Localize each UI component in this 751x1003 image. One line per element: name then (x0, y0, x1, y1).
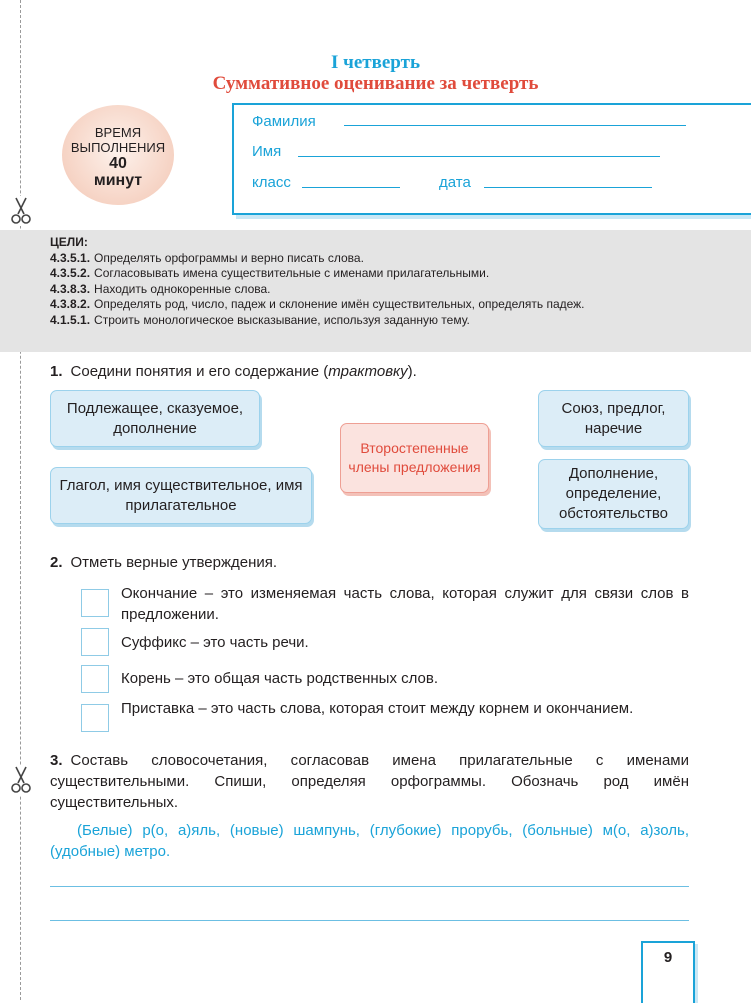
answer-line[interactable] (50, 886, 689, 887)
time-unit: минут (93, 172, 143, 189)
statement-4-checkbox[interactable] (81, 704, 109, 732)
name-field[interactable] (298, 156, 660, 157)
statement-1-checkbox[interactable] (81, 589, 109, 617)
time-label-line1: ВРЕМЯ (94, 125, 142, 140)
scissors-icon (8, 196, 34, 226)
task-3-number: 3. (50, 752, 63, 769)
date-field[interactable] (484, 187, 652, 188)
card-object-attribute-adverbial[interactable]: Дополнение, определение, обстоятельство (538, 459, 689, 529)
task-2-prompt: 2. Отметь верные утверждения. (50, 554, 278, 571)
task-1-number: 1. (50, 363, 63, 380)
student-info-form (232, 103, 751, 215)
goal-item: 4.3.8.2. Определять род, число, падеж и склонение имён существительных, определять падеж. (50, 297, 585, 312)
statement-2-text: Суффикс – это часть речи. (121, 634, 309, 651)
statement-3-checkbox[interactable] (81, 665, 109, 693)
goals-panel (0, 230, 751, 352)
statement-1-text: Окончание – это изменяемая часть слова, которая служит для связи слов в предложении. (121, 585, 689, 623)
task-3-word-list: (Белые) р(о, а)яль, (новые) шампунь, (глубокие) прорубь, (больные) м(о, а)золь, (удобные) метро. (50, 822, 689, 860)
time-badge (62, 105, 174, 205)
task-2-number: 2. (50, 554, 63, 571)
task-3-prompt: 3. Составь словосочетания, согласовав имена прилагательные с именами существительными. Спиши, определяя орфограммы. Обозначь род имён существительных. (50, 752, 689, 811)
goals-heading: ЦЕЛИ: (50, 235, 88, 249)
assessment-subtitle: Суммативное оценивание за четверть (212, 73, 539, 94)
time-minutes: 40 (109, 155, 127, 172)
page-number: 9 (641, 941, 695, 1003)
statement-4-text: Приставка – это часть слова, которая стоит между корнем и окончанием. (121, 700, 634, 717)
card-conjunction-preposition-adverb[interactable]: Союз, предлог, наречие (538, 390, 689, 447)
statement-3-text: Корень – это общая часть родственных слов. (121, 670, 439, 687)
cut-line (20, 0, 21, 1000)
card-verb-noun-adjective[interactable]: Глагол, имя существительное, имя прилагательное (50, 467, 312, 524)
class-field[interactable] (302, 187, 400, 188)
class-label: класс (252, 174, 291, 191)
quarter-title: I четверть (330, 52, 421, 73)
surname-label: Фамилия (252, 113, 316, 130)
surname-field[interactable] (344, 125, 686, 126)
date-label: дата (439, 174, 471, 191)
name-label: Имя (252, 143, 282, 160)
card-subject-predicate-object[interactable]: Подлежащее, сказуемое, дополнение (50, 390, 260, 447)
goal-item: 4.1.5.1. Строить монологическое высказывание, используя заданную тему. (50, 312, 470, 327)
goal-item: 4.3.5.2. Согласовывать имена существительные с именами прилагательными. (50, 266, 490, 281)
card-secondary-sentence-members[interactable]: Второстепенные члены предложения (340, 423, 489, 493)
task-1-prompt: 1. Соедини понятия и его содержание (трактовку). (50, 363, 417, 380)
goal-item: 4.3.8.3. Находить однокоренные слова. (50, 281, 271, 296)
answer-line[interactable] (50, 920, 689, 921)
goal-item: 4.3.5.1. Определять орфограммы и верно писать слова. (50, 250, 364, 265)
time-label-line2: ВЫПОЛНЕНИЯ (70, 140, 166, 155)
statement-2-checkbox[interactable] (81, 628, 109, 656)
scissors-icon (8, 765, 34, 795)
